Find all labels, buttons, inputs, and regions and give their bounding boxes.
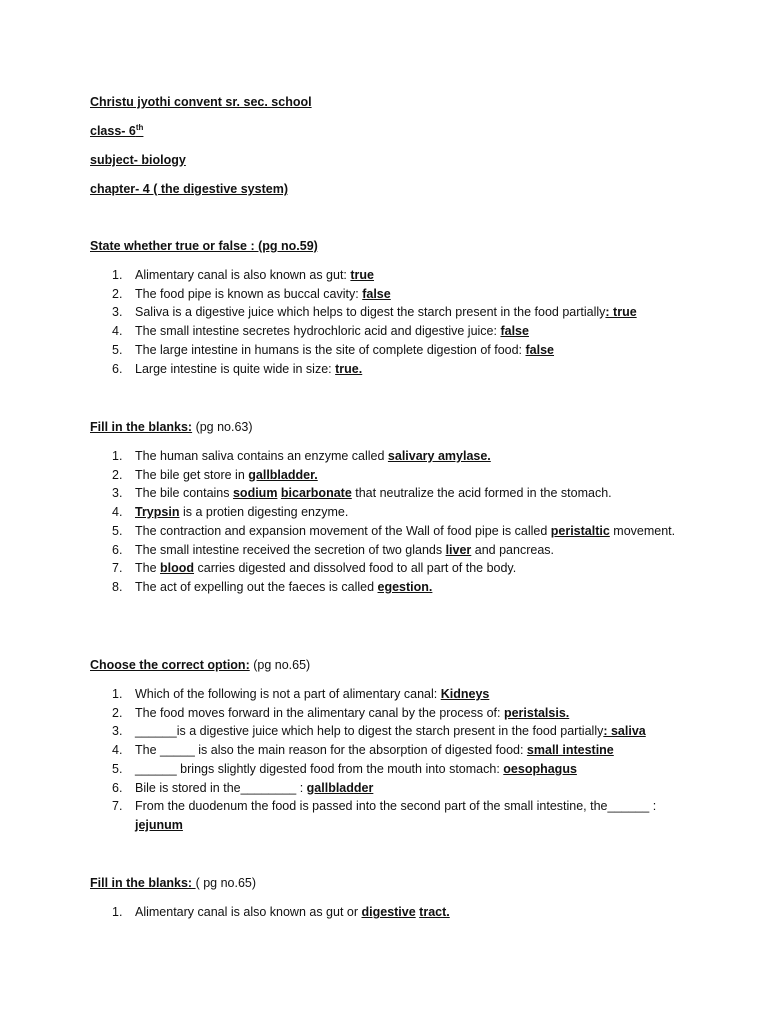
heading-text: State whether true or false : (pg no.59) xyxy=(90,239,318,253)
list-item xyxy=(90,360,690,379)
question-text: The food moves forward in the alimentary canal by the process of: xyxy=(135,705,504,720)
item-number: 5. xyxy=(112,761,123,776)
question-text: carries digested and dissolved food to all part of the body. xyxy=(194,561,517,576)
list-item xyxy=(90,741,690,760)
chapter-line: chapter- 4 ( the digestive system) xyxy=(90,182,288,196)
answer-text: peristalsis. xyxy=(503,705,570,720)
answer-text: Trypsin xyxy=(135,505,180,520)
item-number: 5. xyxy=(112,342,123,357)
list-item xyxy=(90,447,690,466)
list-item xyxy=(90,266,690,285)
answer-text: false xyxy=(500,324,529,339)
item-number: 2. xyxy=(112,467,123,482)
list-item xyxy=(90,578,690,597)
answer-text: true xyxy=(350,268,375,282)
item-number: 6. xyxy=(112,361,123,376)
item-number: 3. xyxy=(112,724,123,739)
answer-text: jejunum xyxy=(135,817,183,832)
item-number: 1. xyxy=(112,449,123,463)
class-line xyxy=(90,122,143,141)
heading-text: Fill in the blanks: xyxy=(90,420,193,434)
item-number: 6. xyxy=(112,542,123,557)
section-choose-option-heading xyxy=(90,656,310,675)
question-text: The large intestine in humans is the site of complete digestion of food: xyxy=(135,342,526,357)
answer-text: digestive xyxy=(361,905,416,919)
question-text: movement. xyxy=(609,523,676,538)
list-item xyxy=(90,466,690,485)
list-item xyxy=(90,341,690,360)
item-number: 4. xyxy=(112,324,123,339)
question-text: The bile get store in xyxy=(135,467,249,482)
question-text: The bile contains xyxy=(135,486,233,501)
answer-text: small intestine xyxy=(526,743,614,758)
list-item xyxy=(90,503,690,522)
answer-text: false xyxy=(525,342,555,357)
question-text: Bile is stored in the________ : xyxy=(135,780,307,795)
subject-line: subject- biology xyxy=(90,153,186,167)
answer-text: Kidneys xyxy=(440,687,490,701)
section-fill-blanks-2-heading xyxy=(90,874,256,893)
question-text: The food pipe is known as buccal cavity: xyxy=(135,286,363,301)
fill-blanks-2-list xyxy=(90,903,690,922)
question-text: Saliva is a digestive juice which helps to digest the starch present in the food partially xyxy=(135,305,606,320)
item-number: 1. xyxy=(112,905,123,919)
list-item xyxy=(90,522,690,541)
list-item xyxy=(90,285,690,304)
question-text: Alimentary canal is also known as gut or xyxy=(135,905,362,919)
question-text: The _____ is also the main reason for the absorption of digested food: xyxy=(135,743,527,758)
item-number: 2. xyxy=(112,286,123,301)
question-text: Large intestine is quite wide in size: xyxy=(135,361,336,376)
answer-text: false xyxy=(362,286,391,301)
question-text: The xyxy=(135,561,161,576)
question-text: ______ brings slightly digested food from the mouth into stomach: xyxy=(135,761,504,776)
item-number: 2. xyxy=(112,705,123,720)
list-item xyxy=(90,704,690,723)
answer-text: tract. xyxy=(419,905,450,919)
answer-text: gallbladder. xyxy=(248,467,318,482)
class-label: class- 6 xyxy=(90,124,136,138)
list-item xyxy=(90,722,690,741)
question-text: The act of expelling out the faeces is called xyxy=(135,579,378,594)
question-text: The small intestine received the secretion of two glands xyxy=(135,542,446,557)
answer-text: bicarbonate xyxy=(280,486,352,501)
item-number: 1. xyxy=(112,268,123,282)
true-false-list xyxy=(90,266,690,378)
list-item xyxy=(90,760,690,779)
item-number: 4. xyxy=(112,743,123,758)
page-reference: ( pg no.65) xyxy=(195,876,257,890)
list-item xyxy=(90,541,690,560)
question-text: and pancreas. xyxy=(471,542,554,557)
question-text: The small intestine secretes hydrochloric acid and digestive juice: xyxy=(135,324,501,339)
list-item xyxy=(90,303,690,322)
question-text: The human saliva contains an enzyme called xyxy=(135,449,388,463)
page-reference: (pg no.63) xyxy=(192,420,253,434)
heading-text: Fill in the blanks: xyxy=(90,876,196,890)
answer-text: peristaltic xyxy=(550,523,610,538)
item-number: 5. xyxy=(112,523,123,538)
item-number: 3. xyxy=(112,305,123,320)
list-item xyxy=(90,559,690,578)
item-number: 7. xyxy=(112,799,123,814)
answer-text: : saliva xyxy=(603,724,646,739)
answer-text: gallbladder xyxy=(306,780,374,795)
question-text: The contraction and expansion movement of the Wall of food pipe is called xyxy=(135,523,551,538)
page-reference: (pg no.65) xyxy=(249,658,311,672)
list-item xyxy=(90,779,690,798)
answer-text: : true xyxy=(605,305,637,320)
answer-text: true. xyxy=(335,361,363,376)
heading-text: Choose the correct option: xyxy=(90,658,250,672)
class-superscript: th xyxy=(135,122,144,132)
question-text: is a protien digesting enzyme. xyxy=(179,505,349,520)
item-number: 6. xyxy=(112,780,123,795)
answer-text: blood xyxy=(160,561,195,576)
item-number: 4. xyxy=(112,505,123,520)
answer-text: oesophagus xyxy=(503,761,577,776)
section-true-false-heading xyxy=(90,237,318,256)
list-item xyxy=(90,322,690,341)
answer-text: salivary amylase. xyxy=(387,449,491,463)
question-text: From the duodenum the food is passed into the second part of the small intestine, the______ : xyxy=(135,799,657,814)
answer-text: liver xyxy=(445,542,472,557)
item-number: 1. xyxy=(112,687,123,701)
list-item xyxy=(90,484,690,503)
list-item xyxy=(90,903,690,922)
school-name: Christu jyothi convent sr. sec. school xyxy=(90,95,312,109)
list-item xyxy=(90,685,690,704)
section-fill-blanks-heading xyxy=(90,418,253,437)
fill-blanks-list xyxy=(90,447,690,597)
item-number: 8. xyxy=(112,579,123,594)
answer-text: egestion. xyxy=(377,579,433,594)
question-text: Which of the following is not a part of alimentary canal: xyxy=(135,687,441,701)
question-text: that neutralize the acid formed in the stomach. xyxy=(351,486,612,501)
list-item xyxy=(90,797,690,834)
answer-text: sodium xyxy=(232,486,278,501)
choose-option-list xyxy=(90,685,690,835)
question-text: Alimentary canal is also known as gut: xyxy=(135,268,351,282)
item-number: 3. xyxy=(112,486,123,501)
question-text: ______is a digestive juice which help to digest the starch present in the food partially xyxy=(135,724,604,739)
item-number: 7. xyxy=(112,561,123,576)
